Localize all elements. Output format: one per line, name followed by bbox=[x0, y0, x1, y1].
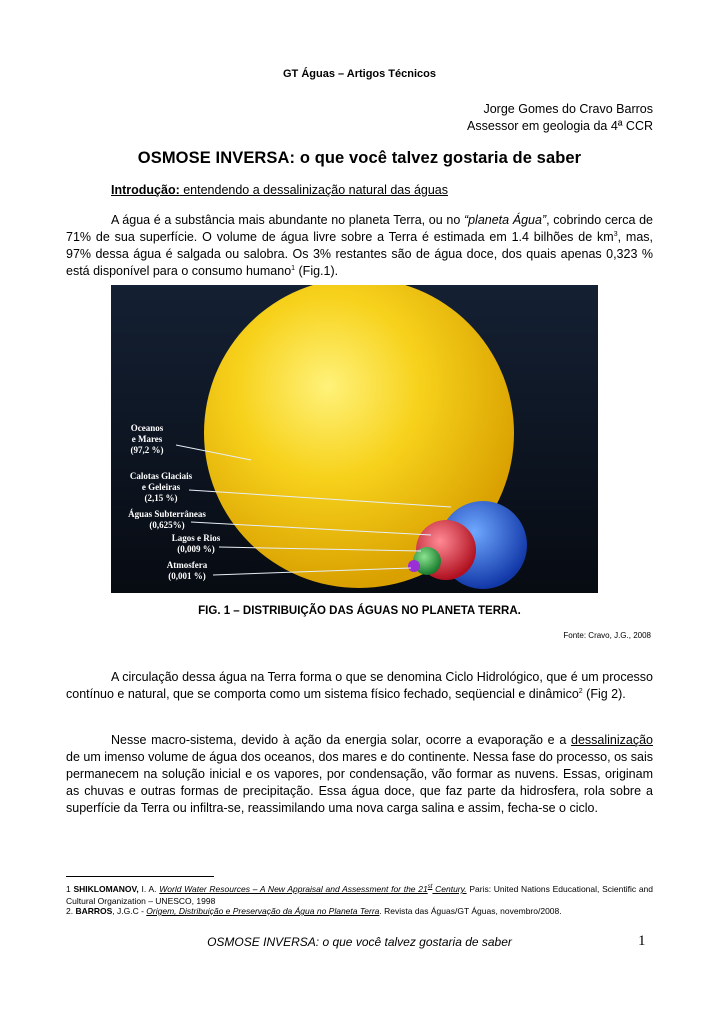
label-atmosphere-1: Atmosfera bbox=[166, 560, 208, 570]
label-ground-1: Águas Subterrâneas bbox=[128, 509, 206, 519]
footnote-1: 1 SHIKLOMANOV, I. A. World Water Resources – A New Appraisal and Assessment for the 21st Century. Paris: United Nations Educational, Scientific and Cultural Organization – UNESCO, 1998 bbox=[66, 883, 654, 906]
paragraph-2: A circulação dessa água na Terra forma o que se denomina Ciclo Hidrológico, que é um processo contínuo e natural, que se comporta como um sistema físico fechado, seqüencial e dinâmico$^2$ (Fig 2). bbox=[66, 670, 653, 701]
page-number: 1 bbox=[638, 933, 646, 949]
label-glaciers-3: (2,15 %) bbox=[144, 493, 178, 503]
atmosphere-sphere bbox=[408, 560, 420, 572]
running-header: GT Águas – Artigos Técnicos bbox=[282, 68, 436, 80]
intro-label: Introdução: bbox=[111, 183, 180, 197]
footnote-divider bbox=[66, 876, 214, 877]
label-oceans-3: (97,2 %) bbox=[130, 445, 164, 455]
figure-caption: FIG. 1 – DISTRIBUIÇÃO DAS ÁGUAS NO PLANETA TERRA. bbox=[198, 605, 521, 617]
paragraph-3: Nesse macro-sistema, devido à ação da energia solar, ocorre a evaporação e a dessalinização de um imenso volume de água dos oceanos, dos mares e do continente. Nessa fase do processo, os sais permanecem na solução inicial e os vapores, por condensação, vão formar as nuvens. Essas, originam as chuvas e outras formas de precipitação. Essa água doce, que faz parte da hidrosfera, rola sobre a superfície da Terra ou infiltra-se, reassimilando uma nova carga salina e assim, fecha-se o ciclo. bbox=[66, 733, 653, 815]
footnote-2: 2. BARROS, J.G.C - Origem, Distribuição e Preservação da Água no Planeta Terra. Revista das Águas/GT Águas, novembro/2008. bbox=[66, 906, 562, 916]
label-lakes-1: Lagos e Rios bbox=[171, 533, 221, 543]
dessalinizacao-underlined: dessalinização bbox=[571, 733, 653, 747]
document-title: OSMOSE INVERSA: o que você talvez gostaria de saber bbox=[137, 149, 582, 167]
label-oceans-2: e Mares bbox=[131, 434, 163, 444]
intro-text: entendendo a dessalinização natural das águas bbox=[179, 183, 449, 197]
figure-source: Fonte: Cravo, J.G., 2008 bbox=[563, 631, 651, 640]
footnote-ref-1: 1 bbox=[291, 264, 296, 272]
paragraph-1: A água é a substância mais abundante no planeta Terra, ou no “planeta Água”, cobrindo cerca de 71% de sua superfície. O volume de água livre sobre a Terra é estimada em 1.4 bilhões de $km^3$, mas, 97% dessa água é salgada ou salobra. Os 3% restantes são de água doce, dos quais apenas 0,323 % está disponível para o consumo humano$^1$ (Fig.1). bbox=[66, 213, 653, 278]
label-lakes-2: (0,009 %) bbox=[177, 544, 215, 554]
label-glaciers-2: e Geleiras bbox=[141, 482, 181, 492]
label-glaciers-1: Calotas Glaciais bbox=[129, 471, 193, 481]
footer-title: OSMOSE INVERSA: o que você talvez gostaria de saber bbox=[207, 935, 512, 949]
water-distribution-figure bbox=[111, 285, 598, 593]
planeta-agua-emphasis: “planeta Água” bbox=[463, 213, 547, 227]
label-atmosphere-2: (0,001 %) bbox=[168, 571, 206, 581]
author-name: Jorge Gomes do Cravo Barros bbox=[483, 102, 653, 116]
label-oceans-1: Oceanos bbox=[130, 423, 164, 433]
intro-heading bbox=[111, 183, 448, 197]
author-role: Assessor em geologia da 4ª CCR bbox=[467, 119, 653, 133]
label-ground-2: (0,625%) bbox=[149, 520, 185, 530]
footnote-ref-2: 2 bbox=[578, 687, 583, 695]
